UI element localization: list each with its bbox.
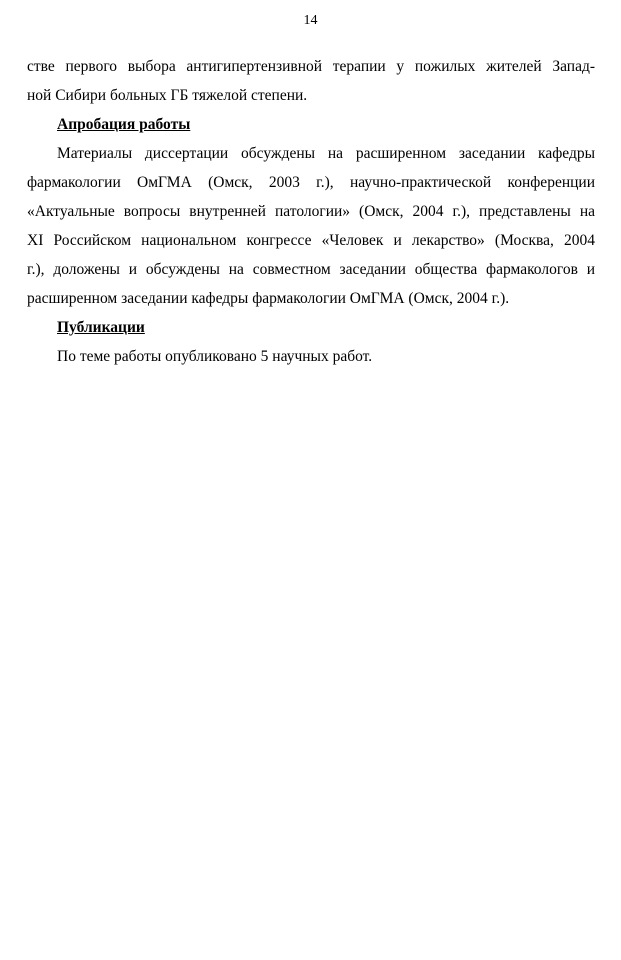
section-heading-approbation: Апробация работы: [57, 116, 191, 133]
text-line: стве первого выбора антигипертензивной терапии у пожилых жителей Запад-: [27, 58, 595, 75]
page-number: 14: [303, 13, 318, 28]
text-line: фармакологии ОмГМА (Омск, 2003 г.), научно-практической конференции: [27, 174, 595, 191]
text-line: г.), доложены и обсуждены на совместном заседании общества фармакологов и: [27, 261, 595, 278]
text-line: «Актуальные вопросы внутренней патологии» (Омск, 2004 г.), представлены на: [27, 203, 595, 220]
text-line: расширенном заседании кафедры фармакологии ОмГМА (Омск, 2004 г.).: [27, 290, 510, 307]
section-heading-publications: Публикации: [57, 319, 145, 336]
text-line: XI Российском национальном конгрессе «Человек и лекарство» (Москва, 2004: [27, 232, 595, 249]
text-line: По теме работы опубликовано 5 научных работ.: [57, 348, 373, 365]
text-line: Материалы диссертации обсуждены на расширенном заседании кафедры: [57, 145, 595, 162]
text-line: ной Сибири больных ГБ тяжелой степени.: [27, 87, 308, 104]
